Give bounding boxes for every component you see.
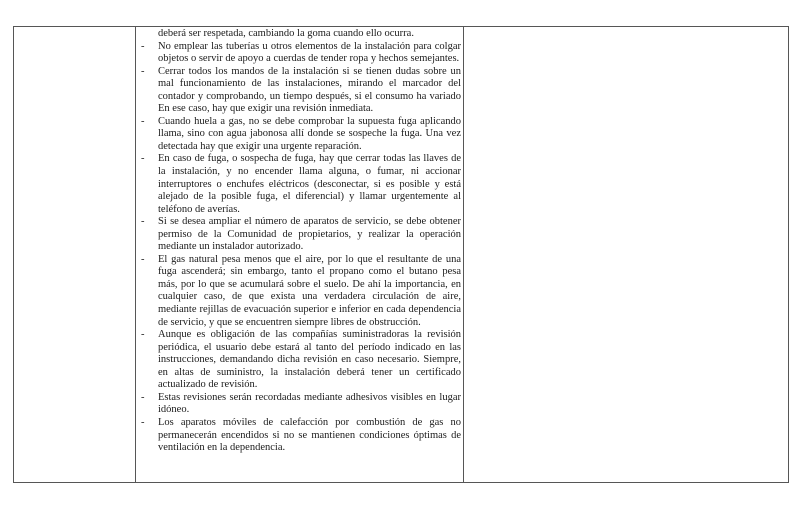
list-item-text: Cuando huela a gas, no se debe comprobar la supuesta fuga aplicando llama, sino con agua jabonosa allí donde se sospeche la fuga. Una vez detectada hay que exigir una urgente reparación. (158, 115, 461, 152)
table-cell-right (464, 27, 788, 482)
list-item-text: En caso de fuga, o sospecha de fuga, hay que cerrar todas las llaves de la instalación, y no encender llama alguna, o fumar, ni accionar interruptores o enchufes eléctricos (desconectar, si es posible y está alejado de la posible fuga, el diferencial) y llamar urgentemente al teléfono de averías. (158, 153, 461, 215)
bullet-dash: - (141, 253, 145, 265)
list-item (139, 66, 461, 116)
list-item (139, 329, 461, 392)
list-item-text: Aunque es obligación de las compañías suministradoras la revisión periódica, el usuario debe estará al tanto del período indicado en las instrucciones, demandando dicha revisión en caso necesario. Siempre, en altas de suministro, la instalación deberá tener un certificado actualizado de revisión. (158, 329, 461, 391)
list-item (139, 417, 461, 455)
table-cell-middle (136, 27, 464, 482)
bullet-dash: - (141, 329, 145, 341)
bullet-dash: - (141, 391, 145, 403)
bullet-dash: - (141, 65, 145, 77)
bullet-dash: - (141, 115, 145, 127)
list-item-text: Estas revisiones serán recordadas mediante adhesivos visibles en lugar idóneo. (158, 391, 461, 416)
bullet-dash: - (141, 40, 145, 52)
list-item-text: El gas natural pesa menos que el aire, por lo que el resultante de una fuga ascenderá; sin embargo, tanto el propano como el butano pesa más, por lo que se acumulará sobre el suelo. De ahí la importancia, en cualquier caso, de que exista una verdadera circulación de aire, mediante rejillas de evacuación superior e inferior en cada dependencia de servicio, y que se encuentren siempre libres de obstrucción. (158, 253, 461, 328)
bullet-dash: - (141, 416, 145, 428)
list-item-text: No emplear las tuberías u otros elementos de la instalación para colgar objetos o servir de apoyo a cuerdas de tender ropa y hechos semejantes. (158, 40, 461, 65)
list-item (139, 153, 461, 216)
list-item-text: Si se desea ampliar el número de aparatos de servicio, se debe obtener permiso de la Comunidad de propietarios, y realizar la operación mediante un instalador autorizado. (158, 216, 461, 253)
bullet-list (139, 41, 461, 455)
list-item-text: Cerrar todos los mandos de la instalación si se tienen dudas sobre un mal funcionamiento de las instalaciones, mirando el marcador del contador y comprobando, un tiempo después, si el consumo ha variado En ese caso, hay que exigir una revisión inmediata. (158, 65, 461, 115)
document-table (13, 26, 789, 483)
list-item (139, 116, 461, 154)
bullet-dash: - (141, 216, 145, 228)
list-item-text: Los aparatos móviles de calefacción por combustión de gas no permanecerán encendidos si no se mantienen condiciones óptimas de ventilación en la dependencia. (158, 416, 461, 454)
continuation-paragraph: deberá ser respetada, cambiando la goma cuando ello ocurra. (158, 28, 414, 39)
list-item (139, 392, 461, 417)
table-cell-left (14, 27, 136, 482)
list-item (139, 216, 461, 254)
list-item (139, 254, 461, 329)
bullet-dash: - (141, 153, 145, 165)
list-item (139, 41, 461, 66)
